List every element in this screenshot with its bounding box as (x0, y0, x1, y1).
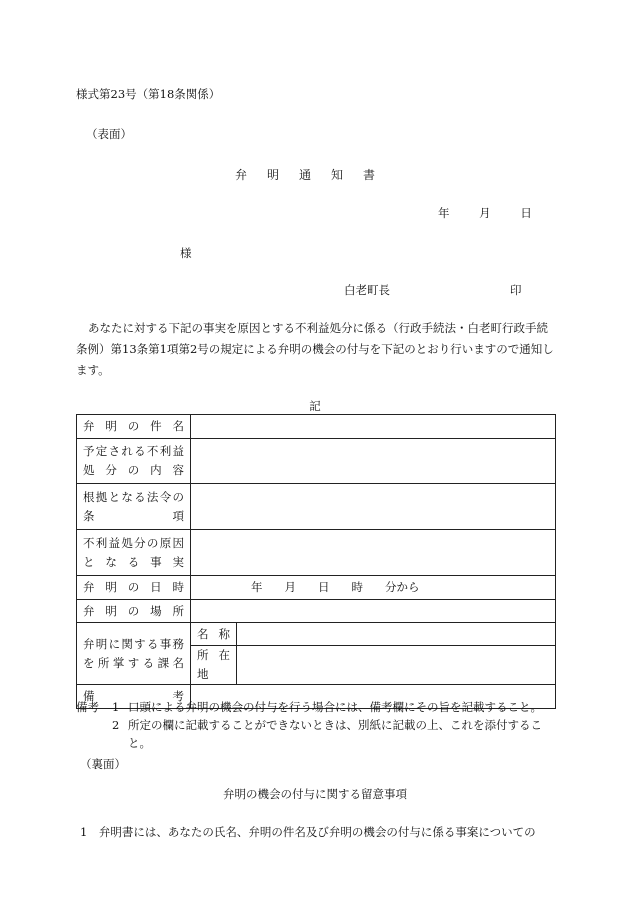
datetime-field[interactable] (191, 576, 556, 600)
body-text: あなたに対する下記の事実を原因とする不利益処分に係る（行政手続法・白老町行政手続条例）第13条第1項第2号の規定による弁明の機会の付与を下記のとおり行いますので通知します。 (76, 321, 554, 377)
addressee-suffix: 様 (180, 246, 192, 260)
datetime-month: 月 (284, 580, 296, 594)
table-row (77, 600, 556, 623)
date-year: 年 (438, 206, 450, 220)
dept-name-field[interactable] (237, 623, 556, 646)
date-month: 月 (479, 206, 491, 220)
place-label: 弁明の場所 (77, 600, 191, 623)
dept-label: 弁明に関する事務を所掌する課名 (77, 623, 191, 685)
planned-disposition-label: 予定される不利益処分の内容 (77, 439, 191, 484)
table-row (77, 623, 556, 646)
notes (76, 698, 556, 752)
date-day: 日 (520, 206, 532, 220)
note-text: 口頭による弁明の機会の付与を行う場合には、備考欄にその旨を記載すること。 (128, 700, 542, 714)
note-item (76, 698, 556, 716)
dept-name-label: 名称 (191, 623, 237, 646)
ki-heading: 記 (309, 399, 321, 413)
notes-heading: 備考 (76, 700, 99, 714)
table-row (77, 576, 556, 600)
seal-mark: 印 (510, 283, 522, 297)
cause-facts-label: 不利益処分の原因となる事実 (77, 530, 191, 576)
dept-address-field[interactable] (237, 646, 556, 685)
datetime-year: 年 (251, 580, 263, 594)
datetime-day: 日 (318, 580, 330, 594)
note-text: 所定の欄に記載することができないときは、別紙に記載の上、これを添付すること。 (128, 718, 542, 750)
table-row (77, 530, 556, 576)
legal-basis-field[interactable] (191, 484, 556, 530)
cause-facts-field[interactable] (191, 530, 556, 576)
back-title: 弁明の機会の付与に関する留意事項 (223, 787, 407, 801)
note-number: 2 (112, 718, 120, 732)
side-label-back: （裏面） (80, 757, 126, 771)
case-name-field[interactable] (191, 415, 556, 439)
note-item (76, 716, 556, 752)
place-field[interactable] (191, 600, 556, 623)
side-label-front: （表面） (86, 127, 132, 141)
table-row (77, 415, 556, 439)
note-indent (76, 716, 112, 752)
legal-basis-label: 根拠となる法令の条項 (77, 484, 191, 530)
datetime-from: 分から (385, 580, 420, 594)
table-row (77, 484, 556, 530)
table-row (77, 439, 556, 484)
form-number: 様式第23号（第18条関係） (76, 87, 221, 101)
document-title: 弁明通知書 (234, 168, 395, 182)
back-item: 1 弁明書には、あなたの氏名、弁明の件名及び弁明の機会の付与に係る事案についての (80, 825, 536, 839)
remarks-label: 備考 (77, 685, 191, 709)
case-name-label: 弁明の件名 (77, 415, 191, 439)
record-table (76, 414, 556, 709)
planned-disposition-field[interactable] (191, 439, 556, 484)
date-line (438, 205, 532, 221)
note-number: 1 (112, 700, 120, 714)
datetime-hour: 時 (351, 580, 363, 594)
issuer: 白老町長 (344, 283, 390, 297)
dept-address-label: 所在地 (191, 646, 237, 685)
datetime-label: 弁明の日時 (77, 576, 191, 600)
